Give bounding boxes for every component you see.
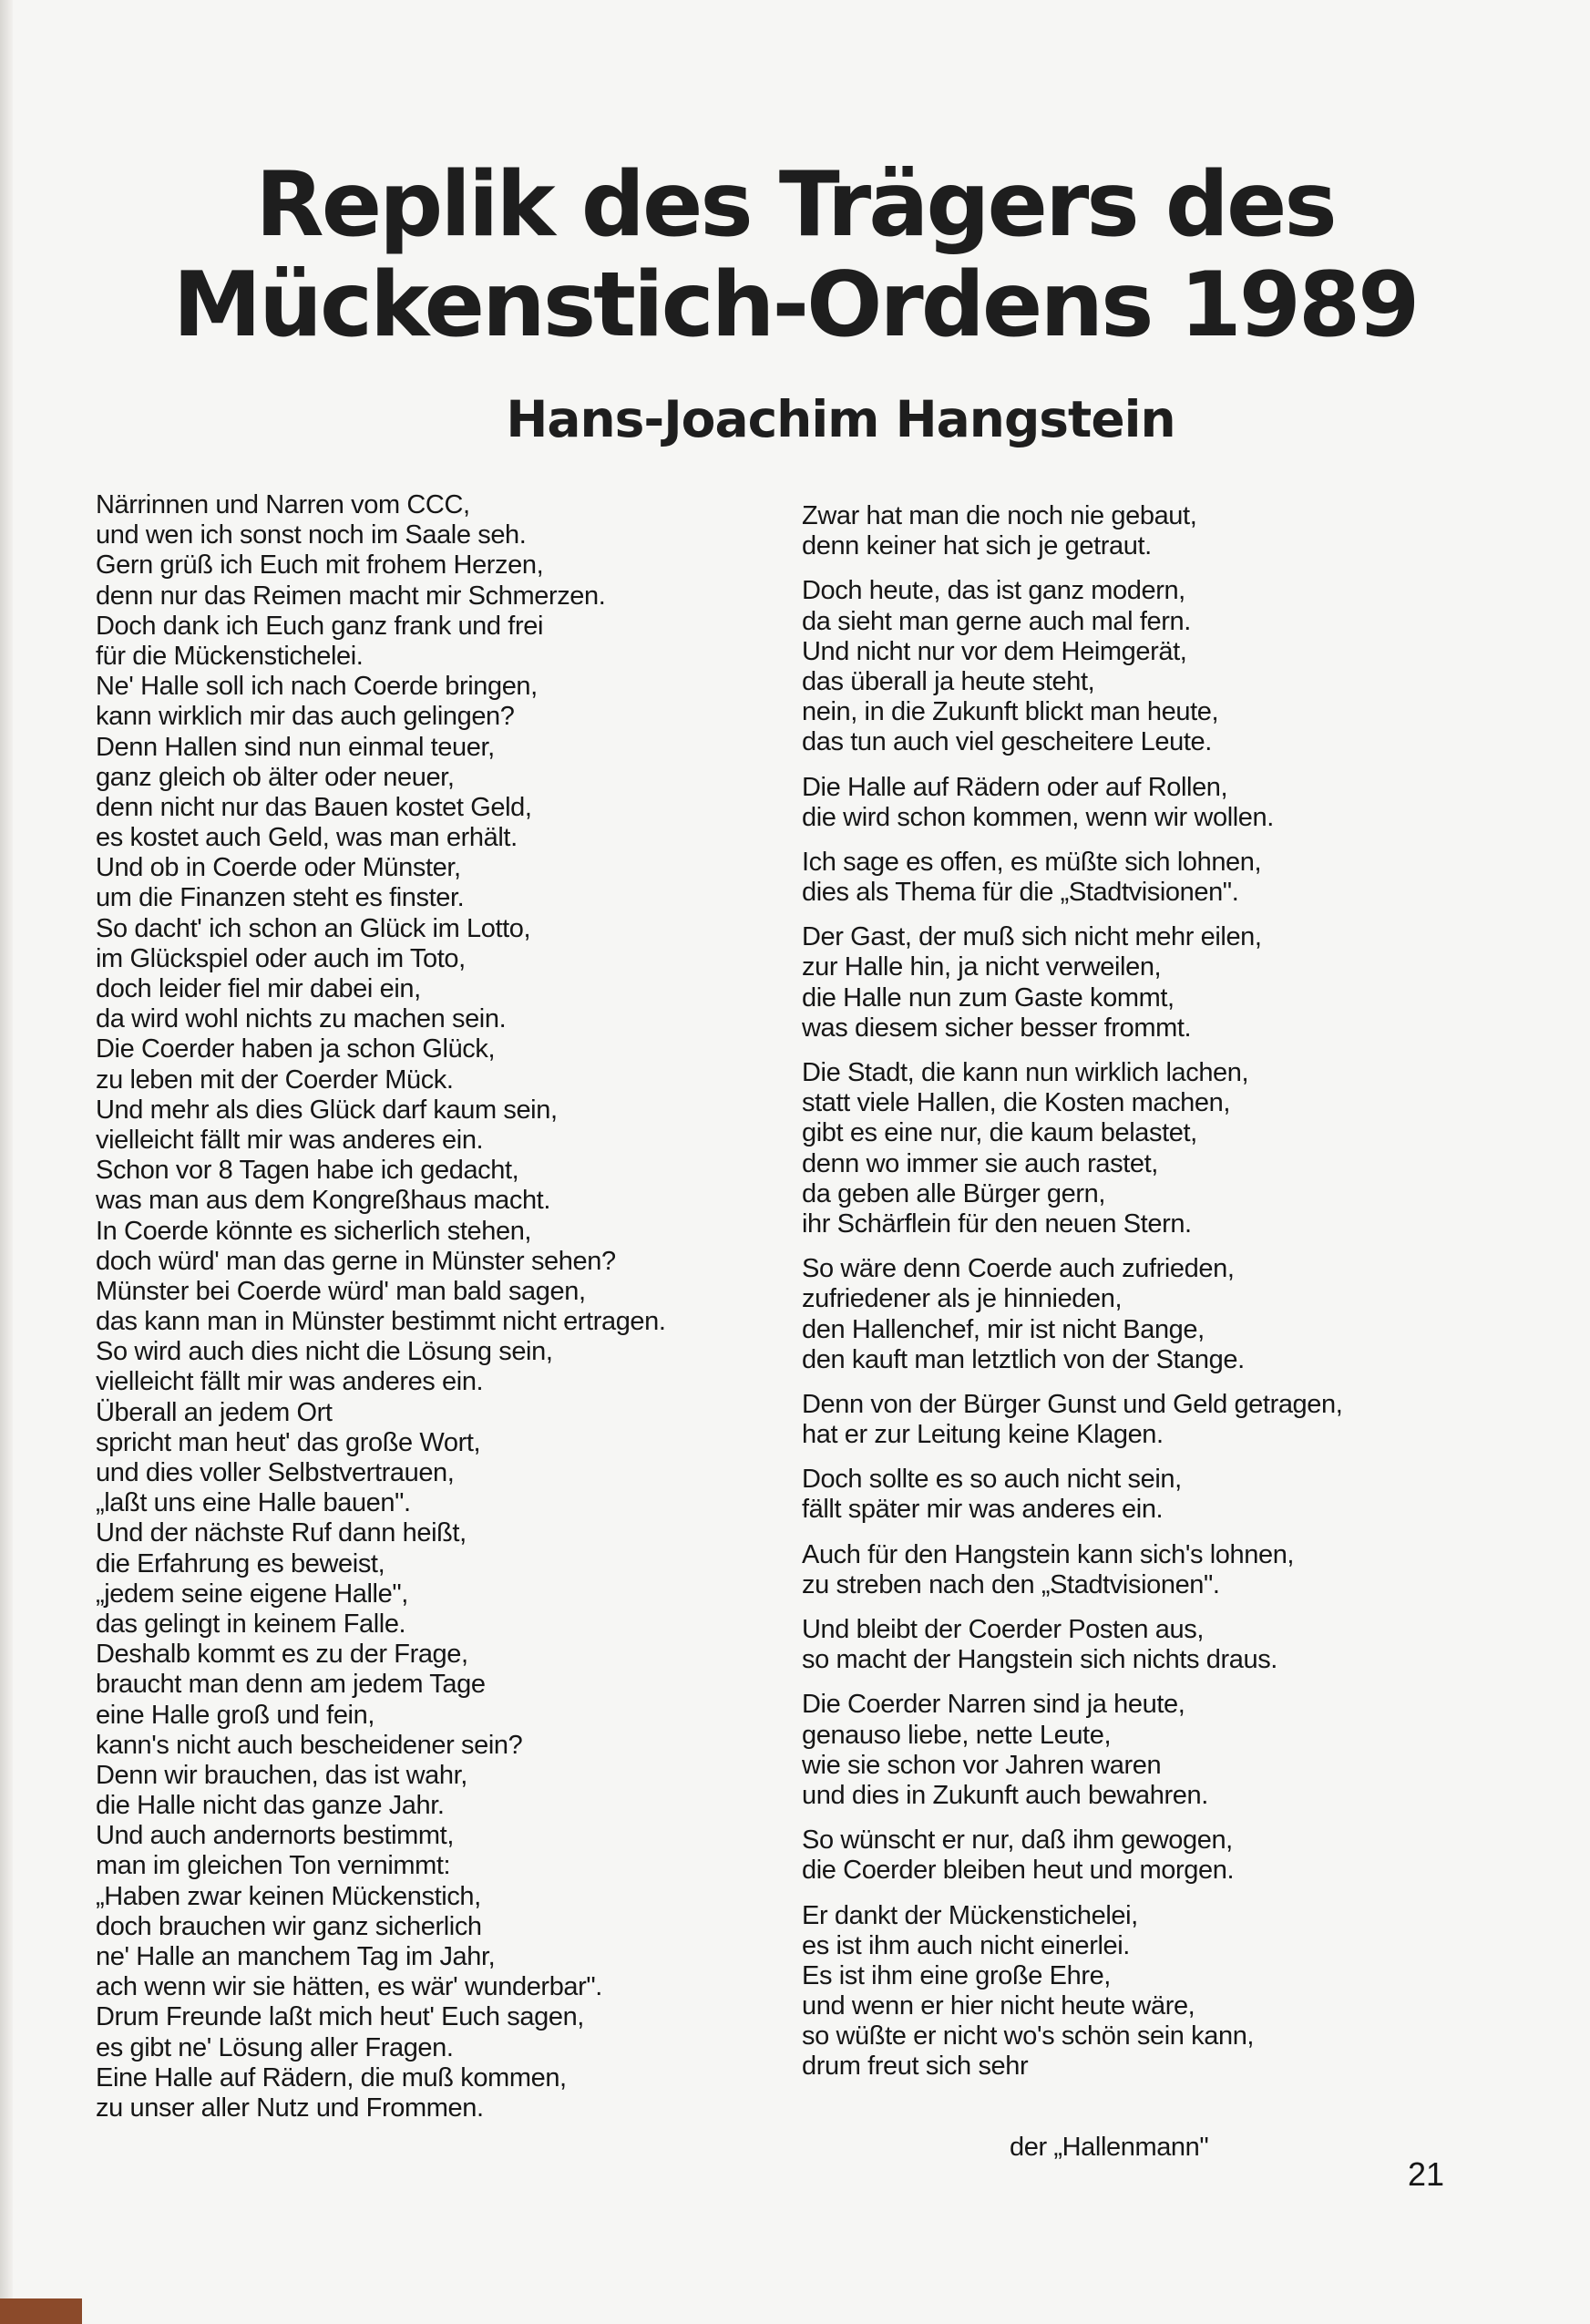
poem-line: Münster bei Coerde würd' man bald sagen, <box>96 1276 586 1306</box>
poem-line: es gibt ne' Lösung aller Fragen. <box>96 2032 454 2062</box>
poem-line: die Erfahrung es beweist, <box>96 1548 385 1578</box>
poem-line: die Halle nun zum Gaste kommt, <box>802 982 1175 1013</box>
poem-right-column <box>802 501 1494 2097</box>
poem-line: Gern grüß ich Euch mit frohem Herzen, <box>96 550 544 581</box>
poem-line: Schon vor 8 Tagen habe ich gedacht, <box>96 1156 519 1186</box>
poem-line: kann wirklich mir das auch gelingen? <box>96 702 515 732</box>
poem-line: denn keiner hat sich je getraut. <box>802 531 1152 561</box>
poem-line: Doch dank ich Euch ganz frank und frei <box>96 611 543 641</box>
poem-line: und wenn er hier nicht heute wäre, <box>802 1991 1195 2021</box>
poem-line: und wen ich sonst noch im Saale seh. <box>96 520 527 550</box>
poem-line: die Halle nicht das ganze Jahr. <box>96 1791 445 1821</box>
poem-line: Die Coerder haben ja schon Glück, <box>96 1034 496 1064</box>
poem-line: ganz gleich ob älter oder neuer, <box>96 762 455 792</box>
poem-line: Er dankt der Mückenstichelei, <box>802 1900 1138 1930</box>
author-name: Hans-Joachim Hangstein <box>506 390 1175 448</box>
poem-line: vielleicht fällt mir was anderes ein. <box>96 1367 484 1397</box>
poem-line: „jedem seine eigene Halle", <box>96 1578 408 1609</box>
poem-line: zu streben nach den „Stadtvisionen". <box>802 1569 1220 1599</box>
poem-line: Ne' Halle soll ich nach Coerde bringen, <box>96 672 538 702</box>
poem-line: zufriedener als je hinnieden, <box>802 1284 1123 1314</box>
poem-line: da wird wohl nichts zu machen sein. <box>96 1004 507 1034</box>
poem-line: und dies voller Selbstvertrauen, <box>96 1458 455 1487</box>
poem-line: So dacht' ich schon an Glück im Lotto, <box>96 913 531 943</box>
page-title-line-2: Mückenstich-Ordens 1989 <box>172 253 1418 357</box>
poem-line: fällt später mir was anderes ein. <box>802 1495 1164 1525</box>
poem-line: In Coerde könnte es sicherlich stehen, <box>96 1216 532 1246</box>
poem-line: spricht man heut' das große Wort, <box>96 1427 481 1457</box>
poem-line: Und nicht nur vor dem Heimgerät, <box>802 636 1187 666</box>
poem-line: vielleicht fällt mir was anderes ein. <box>96 1125 484 1155</box>
poem-line: zu unser aller Nutz und Frommen. <box>96 2093 484 2123</box>
poem-line: braucht man denn am jedem Tage <box>96 1670 486 1700</box>
poem-line: Und auch andernorts bestimmt, <box>96 1821 454 1851</box>
poem-line: eine Halle groß und fein, <box>96 1700 374 1730</box>
poem-stanza <box>802 1690 1494 1811</box>
poem-line: So wird auch dies nicht die Lösung sein, <box>96 1337 553 1367</box>
poem-line: ach wenn wir sie hätten, es wär' wunderbar". <box>96 1972 602 2002</box>
poem-line: Doch heute, das ist ganz modern, <box>802 576 1185 606</box>
poem-line: Zwar hat man die noch nie gebaut, <box>802 501 1197 530</box>
poem-line: Und bleibt der Coerder Posten aus, <box>802 1615 1204 1644</box>
poem-line: hat er zur Leitung keine Klagen. <box>802 1420 1164 1450</box>
poem-line: doch würd' man das gerne in Münster sehen? <box>96 1246 616 1276</box>
signature: der „Hallenmann" <box>1010 2133 1209 2162</box>
poem-line: drum freut sich sehr <box>802 2051 1029 2082</box>
page-number: 21 <box>1408 2155 1445 2193</box>
poem-line: kann's nicht auch bescheidener sein? <box>96 1730 523 1760</box>
poem-line: was man aus dem Kongreßhaus macht. <box>96 1186 550 1216</box>
poem-stanza <box>802 1058 1494 1239</box>
poem-line: und dies in Zukunft auch bewahren. <box>802 1780 1208 1810</box>
poem-line: ne' Halle an manchem Tag im Jahr, <box>96 1942 496 1971</box>
poem-line: da sieht man gerne auch mal fern. <box>802 606 1191 636</box>
poem-line: das tun auch viel gescheitere Leute. <box>802 727 1212 757</box>
poem-line: Denn von der Bürger Gunst und Geld getragen, <box>802 1389 1343 1419</box>
poem-line: so wüßte er nicht wo's schön sein kann, <box>802 2021 1255 2051</box>
poem-line: Auch für den Hangstein kann sich's lohnen, <box>802 1539 1295 1569</box>
poem-line: das gelingt in keinem Falle. <box>96 1609 406 1639</box>
poem-left-column <box>96 490 770 2123</box>
poem-line: zu leben mit der Coerder Mück. <box>96 1064 454 1095</box>
poem-line: denn wo immer sie auch rastet, <box>802 1148 1158 1178</box>
poem-line: die Coerder bleiben heut und morgen. <box>802 1856 1235 1886</box>
poem-stanza <box>802 1901 1494 2082</box>
poem-stanza <box>802 576 1494 757</box>
poem-stanza <box>802 1465 1494 1525</box>
poem-line: Eine Halle auf Rädern, die muß kommen, <box>96 2062 567 2093</box>
poem-line: im Glückspiel oder auch im Toto, <box>96 943 466 973</box>
poem-line: wie sie schon vor Jahren waren <box>802 1750 1162 1780</box>
poem-line: Denn Hallen sind nun einmal teuer, <box>96 732 495 762</box>
poem-line: Und ob in Coerde oder Münster, <box>96 853 461 883</box>
poem-line: das überall ja heute steht, <box>802 666 1095 696</box>
poem-line: den kauft man letztlich von der Stange. <box>802 1344 1245 1374</box>
poem-line: es ist ihm auch nicht einerlei. <box>802 1930 1130 1960</box>
poem-line: Es ist ihm eine große Ehre, <box>802 1960 1111 1990</box>
poem-stanza <box>802 1825 1494 1886</box>
page-bottom-edge <box>0 2298 82 2324</box>
poem-line: statt viele Hallen, die Kosten machen, <box>802 1088 1231 1118</box>
poem-line: genauso liebe, nette Leute, <box>802 1720 1112 1750</box>
poem-line: die wird schon kommen, wenn wir wollen. <box>802 802 1274 832</box>
poem-stanza <box>802 773 1494 833</box>
poem-line: was diesem sicher besser frommt. <box>802 1013 1192 1043</box>
poem-line: denn nicht nur das Bauen kostet Geld, <box>96 792 532 822</box>
poem-line: gibt es eine nur, die kaum belastet, <box>802 1118 1197 1148</box>
poem-line: ihr Schärflein für den neuen Stern. <box>802 1208 1192 1239</box>
poem-line: Und der nächste Ruf dann heißt, <box>96 1518 467 1548</box>
poem-line: Der Gast, der muß sich nicht mehr eilen, <box>802 922 1262 952</box>
poem-line: Deshalb kommt es zu der Frage, <box>96 1640 468 1670</box>
poem-stanza <box>802 1390 1494 1450</box>
poem-line: „laßt uns eine Halle bauen". <box>96 1488 411 1518</box>
poem-line: für die Mückenstichelei. <box>96 641 364 671</box>
poem-line: nein, in die Zukunft blickt man heute, <box>802 697 1219 727</box>
poem-line: So wünscht er nur, daß ihm gewogen, <box>802 1825 1233 1856</box>
poem-line: Drum Freunde laßt mich heut' Euch sagen, <box>96 2002 584 2032</box>
poem-stanza <box>802 1540 1494 1600</box>
poem-line: da geben alle Bürger gern, <box>802 1178 1106 1208</box>
poem-line: „Haben zwar keinen Mückenstich, <box>96 1881 481 1911</box>
poem-line: Und mehr als dies Glück darf kaum sein, <box>96 1095 558 1125</box>
poem-stanza <box>802 1254 1494 1375</box>
poem-line: dies als Thema für die „Stadtvisionen". <box>802 878 1239 908</box>
poem-line: das kann man in Münster bestimmt nicht ertragen. <box>96 1307 666 1337</box>
poem-stanza <box>802 501 1494 561</box>
page-title-line-1: Replik des Trägers des <box>255 153 1335 257</box>
poem-line: um die Finanzen steht es finster. <box>96 883 465 913</box>
poem-stanza <box>802 1615 1494 1675</box>
poem-line: den Hallenchef, mir ist nicht Bange, <box>802 1314 1205 1344</box>
poem-line: es kostet auch Geld, was man erhält. <box>96 823 518 853</box>
poem-line: Doch sollte es so auch nicht sein, <box>802 1465 1182 1495</box>
poem-line: Die Coerder Narren sind ja heute, <box>802 1690 1185 1720</box>
poem-line: Ich sage es offen, es müßte sich lohnen, <box>802 847 1262 877</box>
poem-line: Die Stadt, die kann nun wirklich lachen, <box>802 1058 1249 1087</box>
poem-line: zur Halle hin, ja nicht verweilen, <box>802 952 1162 982</box>
poem-line: So wäre denn Coerde auch zufrieden, <box>802 1254 1235 1284</box>
poem-line: Denn wir brauchen, das ist wahr, <box>96 1760 467 1790</box>
poem-line: so macht der Hangstein sich nichts draus. <box>802 1645 1277 1675</box>
poem-line: Die Halle auf Rädern oder auf Rollen, <box>802 772 1228 802</box>
poem-line: Närrinnen und Narren vom CCC, <box>96 490 470 519</box>
poem-line: man im gleichen Ton vernimmt: <box>96 1851 451 1881</box>
poem-stanza <box>802 922 1494 1044</box>
poem-line: doch leider fiel mir dabei ein, <box>96 974 421 1003</box>
poem-line: Überall an jedem Ort <box>96 1397 333 1427</box>
poem-line: denn nur das Reimen macht mir Schmerzen. <box>96 581 606 611</box>
poem-stanza <box>802 848 1494 908</box>
poem-line: doch brauchen wir ganz sicherlich <box>96 1911 482 1941</box>
